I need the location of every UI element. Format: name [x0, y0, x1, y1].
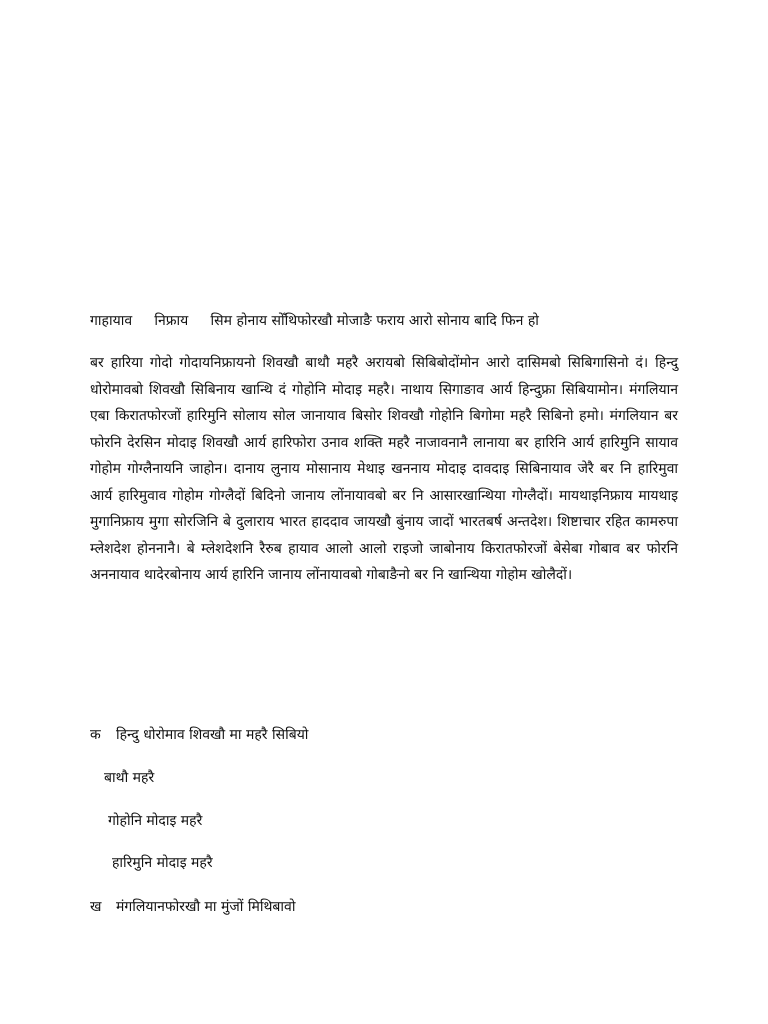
- option-1: बाथौ महरै: [104, 770, 155, 786]
- option-2: गोहोनि मोदाइ महरै: [108, 813, 203, 829]
- question-a-marker: क: [90, 727, 101, 743]
- option-3: हारिमुनि मोदाइ महरै: [112, 855, 213, 871]
- body-paragraph: बर हारिया गोदो गोदायनिफ्रायनो शिवखौ बाथौ महरै अरायबो सिबिबोदोंमोन आरो दासिमबो सिबिगासिनो दं। हिन्दु धोरोमावबो शिवखौ सिबिनाय खान्थि दं गोहोनि मोदाइ महरै। नाथाय सिगाङाव आर्य हिन्दुफ्रा सिबियामोन। मंगलियान एबा किरातफोरजों हारिमुनि सोलाय सोल जानायाव बिसोर शिवखौ गोहोनि बिगोमा महरै सिबिनो हमो। मंगलियान बर फोरनि देरसिन मोदाइ शिवखौ आर्य हारिफोरा उनाव शक्ति महरै नाजावनानै लानाया बर हारिनि आर्य हारिमुनि सायाव गोहोम गोग्लैनायनि जाहोन। दानाय लुनाय मोसानाय मेथाइ खननाय मोदाइ दावदाइ सिबिनायाव जेरै बर नि हारिमुवा आर्य हारिमुवाव गोहोम गोग्लैदों बिदिनो जानाय लोंनायावबो बर नि आसारखान्थिया गोग्लैदों। मायथाइनिफ्राय मायथाइ मुगानिफ्राय मुगा सोरजिनि बे दुलाराय भारत हाददाव जायखौ बुंनाय जादों भारतबर्ष अन्तदेश। शिष्टाचार रहित कामरुपा म्लेशदेश होननानै। बे म्लेशदेशनि रैरुब हायाव आलो आलो राइजो जाबोनाय किरातफोरजों बेसेबा गोबाव बर फोरनि अननायाव थादेरबोनाय आर्य हारिनि जानाय लोंनायावबो गोबाङैनो बर नि खान्थिया गोहोम खोलैदों।: [90, 355, 678, 583]
- question-b-marker: ख: [90, 899, 102, 915]
- section-heading: गाहायाव निफ्राय सिम होनाय सोँथिफोरखौ मोजाङै फराय आरो सोनाय बादि फिन हो: [90, 313, 539, 329]
- question-b-text: मंगलियानफोरखौ मा मुंजों मिथिबावो: [116, 899, 296, 915]
- question-a: [90, 724, 308, 746]
- question-b: [90, 896, 295, 918]
- question-a-text: हिन्दु धोरोमाव शिवखौ मा महरै सिबियो: [116, 727, 309, 743]
